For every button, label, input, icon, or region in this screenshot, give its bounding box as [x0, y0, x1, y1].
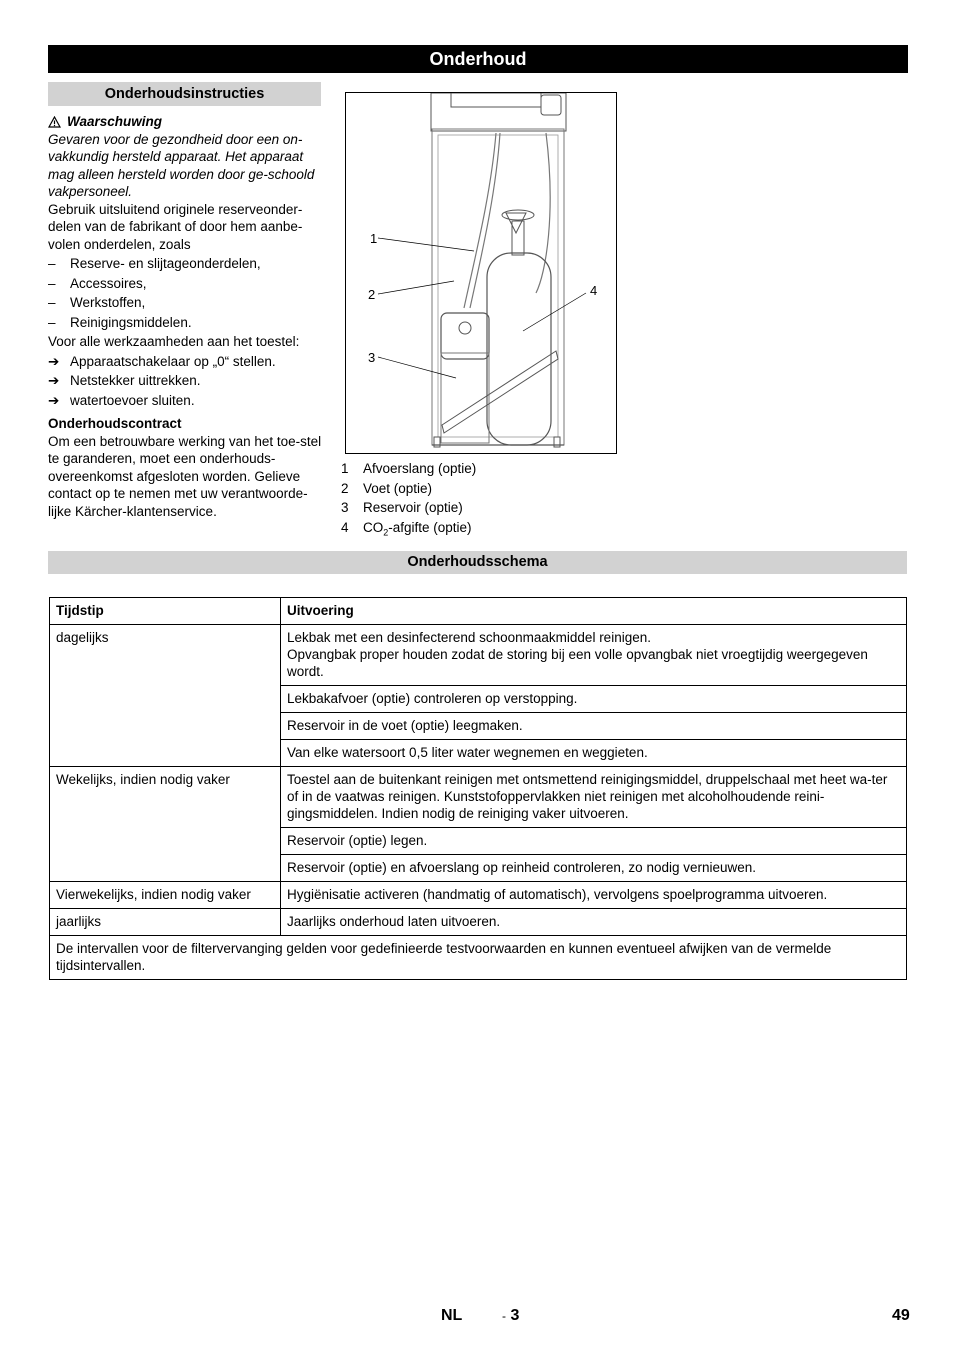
table-header-row: [50, 598, 907, 625]
footer-language: NL: [441, 1307, 463, 1324]
section-heading-instructions: Onderhoudsinstructies: [48, 82, 321, 106]
footer-page-number: 49: [892, 1307, 910, 1324]
list-item: ➔ Apparaatschakelaar op „0“ stellen.: [48, 353, 276, 369]
task-cell: Van elke watersoort 0,5 liter water wegnemen en weggieten.: [281, 740, 907, 767]
table-note: De intervallen voor de filtervervanging gelden voor gedefinieerde testvoorwaarden en kunnen eventueel afwijken van de vermelde tijdsintervallen.: [50, 936, 907, 980]
arrow-right-icon: ➔: [48, 392, 60, 408]
time-cell: jaarlijks: [50, 909, 281, 936]
column-header: Uitvoering: [281, 598, 907, 625]
page-title: Onderhoud: [48, 45, 908, 73]
task-cell: Reservoir (optie) en afvoerslang op reinheid controleren, zo nodig vernieuwen.: [281, 855, 907, 882]
callout-1: 1: [370, 231, 378, 246]
footer-section-page: - 3: [502, 1307, 520, 1324]
task-cell: Lekbakafvoer (optie) controleren op verstopping.: [281, 686, 907, 713]
callout-3: 3: [368, 350, 376, 365]
table-row: [50, 767, 907, 828]
legend-item: 1 Afvoerslang (optie): [341, 461, 477, 476]
task-cell: Toestel aan de buitenkant reinigen met ontsmettend reinigingsmiddel, druppelschaal met heet wa-ter of in de vaatwas reinigen. Kunststofoppervlakken niet reinigen met alcoholhoudende reini-gingsmiddelen. Indien nodig de reiniging vaker uitvoeren.: [281, 767, 907, 828]
arrow-right-icon: ➔: [48, 353, 60, 369]
task-cell: Reservoir in de voet (optie) leegmaken.: [281, 713, 907, 740]
parts-list: [48, 255, 323, 331]
section-heading-schedule: Onderhoudsschema: [48, 551, 907, 574]
arrow-right-icon: ➔: [48, 373, 60, 388]
all-work-text: Voor alle werkzaamheden aan het toestel:: [48, 334, 300, 349]
maintenance-table: [49, 597, 907, 980]
warning-label: Waarschuwing: [67, 114, 163, 129]
intro-text: Gebruik uitsluitend originele reserveonder-delen van de fabrikant of door hem aanbe-volen onderdelen, zoals: [48, 201, 303, 252]
task-cell: Lekbak met een desinfecterend schoonmaakmiddel reinigen. Opvangbak proper houden zodat de storing bij een volle opvangbak niet vroegtijdig weergegeven wordt.: [281, 625, 907, 686]
warning-heading: [48, 113, 323, 131]
warning-triangle-icon: [48, 116, 61, 128]
task-cell: Hygiënisatie activeren (handmatig of automatisch), vervolgens spoelprogramma uitvoeren.: [281, 882, 907, 909]
task-cell: Reservoir (optie) legen.: [281, 828, 907, 855]
list-item: – Reinigingsmiddelen.: [48, 314, 192, 330]
table-note-row: [50, 936, 907, 980]
time-cell: Wekelijks, indien nodig vaker: [50, 767, 281, 882]
list-item: – Accessoires,: [48, 275, 147, 291]
legend-item: 4 $CO_2$-afgifte (optie): [341, 519, 472, 538]
list-item: ➔ watertoevoer sluiten.: [48, 392, 195, 408]
callout-4: 4: [590, 283, 598, 298]
list-item: – Werkstoffen,: [48, 295, 146, 310]
steps-list: [48, 353, 323, 410]
time-cell: dagelijks: [50, 625, 281, 767]
list-item: – Reserve- en slijtageonderdelen,: [48, 256, 261, 271]
legend-item: 2 Voet (optie): [341, 480, 433, 496]
callout-2: 2: [368, 287, 376, 302]
table-row: [50, 625, 907, 686]
figure-legend: [341, 459, 641, 543]
instructions-column: [48, 113, 323, 520]
table-row: [50, 882, 907, 909]
table-row: [50, 909, 907, 936]
time-cell: Vierwekelijks, indien nodig vaker: [50, 882, 281, 909]
appliance-figure: [345, 92, 617, 454]
warning-text: Gevaren voor de gezondheid door een on-vakkundig hersteld apparaat. Het apparaat mag alleen hersteld worden door ge-schoold vakpersoneel.: [48, 131, 315, 199]
task-cell: Jaarlijks onderhoud laten uitvoeren.: [281, 909, 907, 936]
legend-item: 3 Reservoir (optie): [341, 500, 463, 515]
contract-heading: Onderhoudscontract: [48, 416, 182, 431]
contract-text: Om een betrouwbare werking van het toe-stel te garanderen, moet een onderhouds-overeenkomst afgesloten worden. Gelieve contact op te nemen met uw verantwoorde-lijke Kärcher-klantenservice.: [48, 433, 322, 519]
appliance-drawing: [346, 93, 616, 453]
list-item: ➔ Netstekker uittrekken.: [48, 373, 201, 388]
column-header: Tijdstip: [50, 598, 281, 625]
